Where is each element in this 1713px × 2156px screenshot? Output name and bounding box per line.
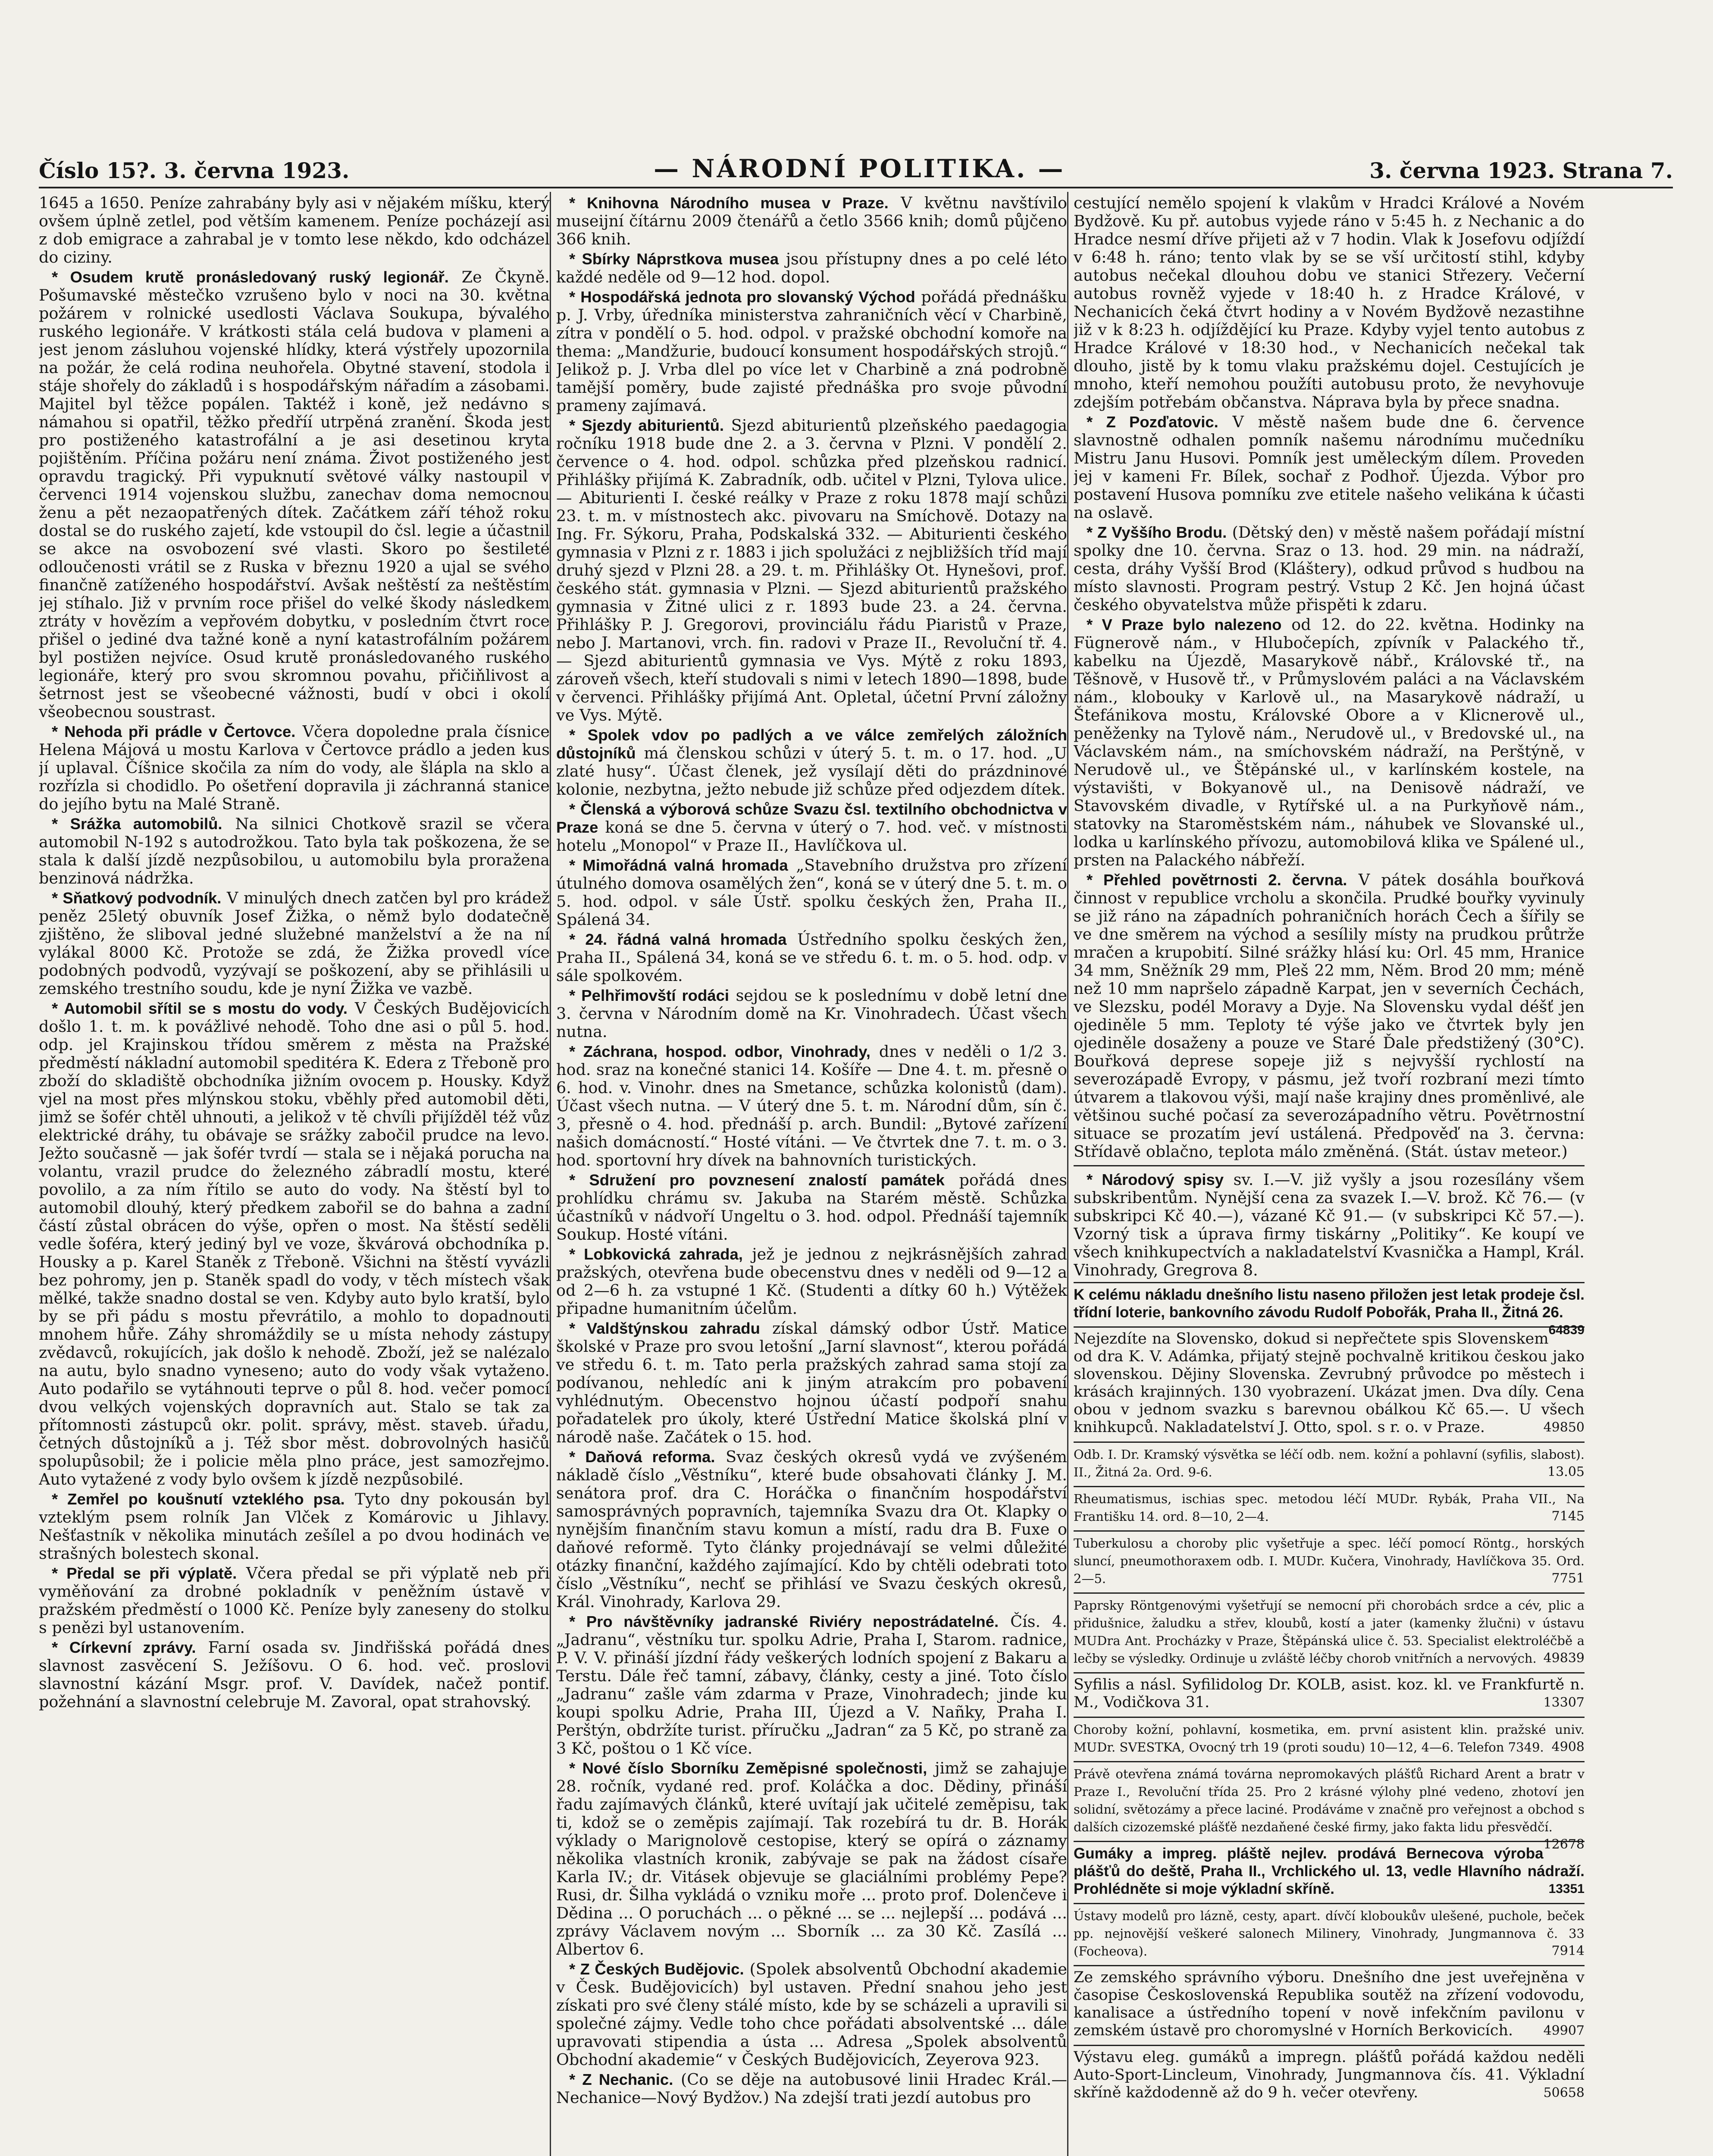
article-text: koná se dne 5. června v úterý o 7. hod. več. v místnosti hotelu „Monopol“ v Praze II., Havlíčkova ul. — [556, 818, 1067, 855]
article-paragraph — [556, 1759, 1067, 1959]
article-paragraph — [556, 288, 1067, 415]
article-heading: * Mimořádná valná hromada — [569, 856, 788, 874]
article-paragraph — [556, 1960, 1067, 2069]
article-heading: * Knihovna Národního musea v Praze. — [569, 194, 889, 212]
article-text: „Stavebního družstva pro zřízení útulného domova osamělých žen“, koná se v úterý dne 5. t. m. o 5. hod. odpol. v sále Ústř. spolku českých žen, Praha II., Spálená 34. — [556, 856, 1067, 929]
article-heading: * Srážka automobilů. — [52, 815, 222, 833]
header-right: 3. června 1923. Strana 7. — [1369, 158, 1673, 183]
ad-text: Nejezdíte na Slovensko, dokud si nepřečtete spis Slovenskem od dra K. V. Adámka, přijatý stejně pochvalně kritikou českou jako slovenskou. Dějiny Slovenska. Zevrubný průvodce po městech i krásách krajinných. 130 vyobrazení. Ukázat jmen. Dva díly. Cena obou v jednom svazku s barevnou obálkou Kč 65.—. U všech knihkupců. Nakladatelství J. Otto, spol. s r. o. v Praze. — [1074, 1330, 1585, 1436]
article-text: od 12. do 22. května. Hodinky na Fügnerově nám., v Hlubočepích, zpívník v Palackého tř., kabelku na Újezdě, Masarykově nábř., Královské tř., na Těšnově, v Husově tř., v Průmyslovém paláci a na Václavském nám., klobouky v Karlově ul., na Masarykově nádraží, u Štefánikova mostu, Královské Obore a v Klicnerově ul., peněženky na Tylově nám., Nerudově ul., v Bredovské ul., na Václavském nám., na smíchovském nádraží, na Perštýně, v Nerudově ul., ve Štěpánské ul., v karlínském kostele, na výstavišti, v Bokyanově ul., na Denisově nádraží, ve Stavovském divadle, v Rytířské ul. a na Purkyňově nám., statovky na Staroměstském nám., náhubek ve Slovanské ul., lodka u karlínského přívozu, automobilová klika ve Spálené ul., prsten na Palackého nábřeží. — [1074, 615, 1585, 869]
ad-number: 7145 — [1551, 1509, 1585, 1524]
ad-text: Odb. I. Dr. Kramský výsvětka se léčí odb. nem. kožní a pohlavní (syfilis, slabost). II., Žitná 2a. Ord. 9-6. — [1074, 1447, 1585, 1479]
ad-number: 49850 — [1543, 1420, 1585, 1435]
article-paragraph — [39, 815, 550, 887]
article-paragraph — [556, 1319, 1067, 1446]
article-heading: * Národový spisy — [1087, 1171, 1224, 1188]
article-paragraph — [556, 250, 1067, 286]
article-heading: * Z Pozďatovic. — [1087, 413, 1218, 431]
advertisement — [1074, 1442, 1585, 1483]
ad-number: 49839 — [1543, 1651, 1585, 1666]
advertisement — [1074, 1903, 1585, 1962]
article-heading: * Automobil sřítil se s mostu do vody. — [52, 1000, 348, 1017]
article-text: jež je jednou z nejkrásnějších zahrad pražských, otevřena bude obecenstvu dnes v neděli od 9—12 a od 2—6 h. za vstupné 1 Kč. (Studenti a dítky 60 h.) Výtěžek připadne humanitním účelům. — [556, 1245, 1067, 1318]
advertisement — [1074, 1486, 1585, 1528]
column-divider — [1067, 192, 1068, 2156]
ad-text: Gumáky a impreg. pláště nejlev. prodává Bernecova výroba plášťů do deště, Praha II., Vrchlického ul. 13, vedle Hlavního nádraží. Prohlédněte si moje výkladní skříně. — [1074, 1845, 1585, 1897]
article-paragraph — [39, 889, 550, 998]
article-paragraph — [556, 417, 1067, 724]
article-heading: * Zemřel po koušnutí vzteklého psa. — [52, 1490, 345, 1508]
article-heading: * Sdružení pro povznesení znalostí památek — [569, 1171, 945, 1189]
article-text: V minulých dnech zatčen byl pro krádež peněz 25letý obuvník Josef Žižka, o němž bylo dodatečně zjištěno, že sliboval jedné služebné manželství a že na ní vylákal 8000 Kč. Protože se zdá, že Žižka provedl více podobných podvodů, vyzývají se poškození, aby se přihlásili u zemského trestního soudu, kde je nyní Žižka ve vazbě. — [39, 889, 550, 998]
ad-text: Syfilis a násl. Syfilidolog Dr. KOLB, asist. koz. kl. ve Frankfurtě n. M., Vodičkova 31. — [1074, 1676, 1585, 1711]
article-paragraph — [556, 800, 1067, 855]
article-heading: * Církevní zprávy. — [52, 1639, 196, 1656]
article-paragraph — [1074, 194, 1585, 411]
ad-number: 4908 — [1551, 1739, 1585, 1755]
page-header — [39, 153, 1673, 188]
article-text: sejdou se k poslednímu v době letní dne 3. června v Národním domě na Kr. Vinohradech. Účast všech nutna. — [556, 986, 1067, 1041]
article-heading: * 24. řádná valná hromada — [569, 931, 787, 948]
ad-number: 49907 — [1543, 2023, 1585, 2038]
article-paragraph — [1074, 871, 1585, 1161]
article-heading: * Sjezdy abiturientů. — [569, 417, 724, 434]
ad-number: 13351 — [1548, 1882, 1585, 1896]
article-paragraph — [1074, 413, 1585, 522]
article-heading: * V Praze bylo nalezeno — [1087, 616, 1282, 633]
article-text: Farní osada sv. Jindřišská pořádá dnes slavnost zasvěcení S. Ježíšovu. O 6. hod. več. proslovi slavnostní kázání Msgr. prof. V. Davídek, načež pontif. požehnání a slavnostní celebruje M. Zavoral, opat strahovský. — [39, 1638, 550, 1711]
article-paragraph — [39, 268, 550, 721]
advertisement — [1074, 1672, 1585, 1714]
ad-number: 7914 — [1551, 1943, 1585, 1959]
article-text: Sjezd abiturientů plzeňského paedagogia ročníku 1918 bude dne 2. a 3. června v Plzni. V pondělí 2. července o 4. hod. odpol. schůzka před plzeňskou radnicí. Přihlášky přijímá K. Zabradník, odb. učitel v Plzni, Tylova ulice. — Abiturienti I. české reálky v Praze z roku 1878 mají schůzi 23. t. m. v místnostech akc. pivovaru na Smíchově. Dotazy na Ing. Fr. Sýkoru, Praha, Podskalská 332. — Abiturienti českého gymnasia v Plzni z r. 1883 i jich spolužáci z nejbližších tříd mají druhý sjezd v Plzni 28. a 29. t. m. Přihlášky Ot. Hynešovi, prof. českého stát. gymnasia v Plzni. — Sjezd abiturientů pražského gymnasia v Žitné ulici z r. 1893 bude 23. a 24. června. Přihlášky P. J. Gregorovi, provinciálu řádu Piaristů v Praze, nebo J. Martanovi, vrch. fin. radovi v Praze II., Revoluční tř. 4. — Sjezd abiturientů gymnasia ve Vys. Mýtě z roku 1893, zároveň všech, kteří studovali s nimi v letech 1890—1898, bude v červenci. Přihlášky přijímá Ant. Opletal, účetní První záložny ve Vys. Mýtě. — [556, 416, 1067, 724]
article-heading: * Hospodářská jednota pro slovanský Východ — [569, 288, 915, 306]
ad-text: Rheumatismus, ischias spec. metodou léčí MUDr. Rybák, Praha VII., Na Františku 14. ord. 8—10, 2—4. — [1074, 1492, 1585, 1524]
masthead-title: — NÁRODNÍ POLITIKA. — — [654, 154, 1065, 183]
advertisement — [1074, 1841, 1585, 1900]
article-text: dnes v neděli o 1/2 3. hod. sraz na konečné stanici 14. Košíře — Dne 4. t. m. přesně o 6. hod. v. Vinohr. dnes na Smetance, schůzka kolonistů (dam). Účast všech nutna. — V úterý dne 5. t. m. Národní dům, sín č. 3, přesně o 4. hod. přednáší p. arch. Bundil: „Bytové zařízení našich domácností.“ Hosté vítáni. — Ve čtvrtek dne 7. t. m. o 3. hod. sportovní hry dívek na bahnovních turistických. — [556, 1042, 1067, 1169]
advertisement — [1074, 1326, 1585, 1439]
article-heading: * Předal se při výplatě. — [52, 1564, 237, 1582]
article-heading: * Z Nechanic. — [569, 2071, 673, 2088]
article-heading: * Daňová reforma. — [569, 1448, 715, 1466]
article-text: V městě našem bude dne 6. července slavnostně odhalen pomník našemu národnímu mučedníku Mistru Janu Husovi. Pomník jest uměleckým dílem. Proveden jej v kameni Fr. Bílek, sochař z Podhoř. Újezda. Výbor pro postavení Husova pomníku zve etitele našeho velikána k účasti na oslavě. — [1074, 413, 1585, 522]
article-heading: * Sbírky Náprstkova musea — [569, 250, 779, 268]
ad-text: Výstavu eleg. gumáků a impregn. plášťů pořádá každou neděli Auto-Sport-Lincleum, Vinohrady, Jungmannova čís. 41. Výkladní skříně každodenně až do 9 h. večer otevřeny. — [1074, 2049, 1585, 2101]
article-text: Včera dopoledne prala čísnice Helena Májová u mostu Karlova v Čertovce prádlo a jeden kus jí uplaval. Číšnice skočila za ním do vody, ale šlápla na sklo a rozřízla si chodidlo. Po ošetření dopravila ji záchranná stanice do jejího bytu na Malé Straně. — [39, 722, 550, 813]
article-paragraph — [556, 856, 1067, 929]
article-heading: * Nové číslo Sborníku Zeměpisné společnosti, — [569, 1759, 927, 1777]
article-heading: * Pro návštěvníky jadranské Riviéry nepostrádatelné. — [569, 1613, 999, 1630]
ad-number: 12678 — [1543, 1837, 1585, 1852]
ad-text: Choroby kožní, pohlavní, kosmetika, em. první asistent klin. pražské univ. MUDr. SVESTKA, Ovocný trh 19 (proti soudu) 10—12, 4—6. Telefon 7349. — [1074, 1722, 1585, 1755]
advertisement — [1074, 1717, 1585, 1758]
article-paragraph — [556, 1245, 1067, 1318]
advertisement — [1074, 1761, 1585, 1852]
ad-number: 13307 — [1543, 1695, 1585, 1710]
article-heading: * Sňatkový podvodník. — [52, 889, 222, 907]
ad-number: 50658 — [1543, 2085, 1585, 2100]
article-heading: * Valdštýnskou zahradu — [569, 1319, 760, 1337]
article-paragraph — [39, 1490, 550, 1563]
article-text: (Dětský den) v městě našem pořádají místní spolky dne 10. června. Sraz o 13. hod. 29 min. na nádraží, cesta, dráhy Vyšší Brod (Kláštery), odkud průvod s hudbou na místo slavnosti. Program pestrý. Vstup 2 Kč. Jen hojná účast českého obyvatelstva může přispěti k zdaru. — [1074, 523, 1585, 614]
article-text: má členskou schůzi v úterý 5. t. m. o 17. hod. „U zlaté husy“. Účast členek, jež vysílají děti do prázdninové kolonie, nezbytna, ježto nebude již schůze před odjezdem dítek. — [556, 744, 1067, 799]
article-heading: * Osudem krutě pronásledovaný ruský legionář. — [52, 268, 449, 286]
article-text: Ústředního spolku českých žen, Praha II., Spálená 34, koná se ve středu 6. t. m. o 5. hod. odp. v sále spolkovém. — [556, 930, 1067, 985]
article-paragraph — [556, 1613, 1067, 1758]
column-2 — [556, 194, 1067, 2156]
article-text: (Spolek absolventů Obchodní akademie v Česk. Budějovicích) byl ustaven. Přední snahou jeho jest získati pro své členy stálé místo, kde by se scházeli a upravili si společné zájmy. Vedle toho chce pořádati absolventské ... dále upravovati stipendia a ústa ... Adresa „Spolek absolventů Obchodní akademie“ v Českých Budějovicích, Zeyerova 923. — [556, 1960, 1067, 2069]
article-paragraph — [39, 194, 550, 266]
article-paragraph — [1074, 616, 1585, 869]
column-divider — [550, 192, 551, 2156]
article-paragraph — [556, 1171, 1067, 1244]
ad-text: Tuberkulosu a choroby plic vyšetřuje a spec. léčí pomocí Röntg., horských sluncí, pneumothoraxem odb. I. MUDr. Kučera, Vinohrady, Havlíčkova 35. Ord. 2—5. — [1074, 1536, 1585, 1586]
header-left: Číslo 15?. 3. června 1923. — [39, 158, 350, 183]
article-text: sv. I.—V. již vyšly a jsou rozesílány všem subskribentům. Nynější cena za svazek I.—V. brož. Kč 76.— (v subskripci Kč 40.—), vázané Kč 91.— (v subskripci Kč 57.—). Vzorný tisk a úprava firmy tiskárny „Politiky“. Ke koupí ve všech knihkupectvích a nakladatelství Kvasnička a Hampl, Král. Vinohrady, Gregrova 8. — [1074, 1170, 1585, 1279]
article-paragraph — [556, 931, 1067, 985]
article-heading: * Spolek vdov po padlých a ve válce zemřelých záložních důstojníků — [556, 726, 1067, 762]
ad-text: Paprsky Röntgenovými vyšetřují se nemocní při chorobách srdce a cév, plic a přidušnice, žaludku a střev, kloubů, kostí a jater (kamenky žlučni) v ústavu MUDra Ant. Procházky v Praze, Štěpánská ulice č. 53. Specialist elektroléčbě a lečby se výsledky. Ordinuje u zvláště léčby chorob vnitřních a nervových. — [1074, 1598, 1585, 1666]
article-text: Tyto dny pokousán byl vzteklým psem rolník Jan Vlček z Komárovic u Jihlavy. Nešťastník v několika minutách zešílel a po dvou hodinách ve strašných bolestech skonal. — [39, 1490, 550, 1563]
ad-text: Ze zemského správního výboru. Dnešního dne jest uveřejněna v časopise Československá Republika soutěž na zřízení vodovodu, kanalisace a ústředního topení v nově infekčním pavilonu v zemském ústavě pro choromyslné v Horních Berkovicích. — [1074, 1969, 1585, 2039]
column-3 — [1074, 194, 1585, 2156]
article-paragraph — [556, 987, 1067, 1041]
article-paragraph — [1074, 523, 1585, 614]
article-paragraph — [556, 1448, 1067, 1611]
article-heading: * Členská a výborová schůze Svazu čsl. textilního obchodnictva v Praze — [556, 800, 1067, 836]
section-rule — [1074, 1165, 1585, 1166]
article-heading: * Záchrana, hospod. odbor, Vinohrady, — [569, 1043, 871, 1060]
article-paragraph — [556, 194, 1067, 248]
ad-text: Ústavy modelů pro lázně, cesty, apart. dívčí kloboukův ulešené, puchole, beček pp. nejnovější veškeré salonech Milinery, Vinohrady, Jungmannova č. 33 (Focheova). — [1074, 1908, 1585, 1959]
article-text: Na silnici Chotkově srazil se včera automobil N-192 s autodrožkou. Tato byla tak poškozena, že se stala k další jízdě nezpůsobilou, u automobilu byla proražena benzinová nádržka. — [39, 815, 550, 887]
article-text: (Co se děje na autobusové linii Hradec Král.—Nechanice—Nový Bydžov.) Na zdejší trati jezdí autobus pro — [556, 2070, 1067, 2107]
column-1 — [39, 194, 550, 2156]
ad-number: 64839 — [1548, 1323, 1585, 1337]
advertisement — [1074, 1592, 1585, 1670]
article-text: pořádá dnes prohlídku chrámu sv. Jakuba na Starém městě. Schůzka účastníků v nádvoří Ungeltu o 3. hod. odpol. Přednáší tajemník Soukup. Hosté vítáni. — [556, 1171, 1067, 1244]
article-heading: * Lobkovická zahrada, — [569, 1245, 743, 1263]
article-text: Ze Čkyně. Pošumavské městečko vzrušeno bylo v noci na 30. května požárem v rolnické usedlosti Václava Soukupa, bývalého ruského legionáře. V krátkosti stála celá budova v plameni a jest jenom zásluhou vojenské hlídky, která výstřely upozornila na požár, že celá rodina neuhořela. Obytné stavení, stodola i stáje shořely do základů i s hospodářským nářadím a zásobami. Majitel byl těžce popálen. Taktéž i koně, jež nedávno s námahou si opatřil, těžko předříí utrpěná zranění. Škoda jest pro postiženého katastrofální a je asi desetinou kryta pojištěním. Příčina požáru není známa. Život postiženého jest opravdu tragický. Při vypuknutí světové války nastoupil v červenci 1914 vojenskou službu, zanechav doma nemocnou ženu a pět nezaopatřených dítek. Začátkem září téhož roku dostal se do ruského zajetí, kde vstoupil do čsl. legie a účastnil se akce na osvobození své vlasti. Skoro po šestileté odloučenosti vrátil se z Ruska v březnu 1920 a ujal se svého finančně zatíženého hospodářství. Avšak neštěstí za neštěstím jej stíhalo. Již v prvním roce přišel do velké škody následkem ztráty v hovězím a vepřovém dobytku, v posledním čtvrt roce přišel o jediné dva tažné koně a nyní katastrofálním požárem byl postižen nejvíce. Osud krutě pronásledovaného ruského legionáře, který pro svou skromnou povahu, přičiňlivost a šetrnost jest se všeobecné vážnosti, budí v obci i okolí všeobecnou soustrast. — [39, 268, 550, 721]
article-heading: * Přehled povětrnosti 2. června. — [1087, 871, 1347, 889]
article-text: jsou přístupny dnes a po celé léto každé neděle od 9—12 hod. dopol. — [556, 250, 1067, 286]
article-text: V Českých Budějovicích došlo 1. t. m. k povážlivé nehodě. Toho dne asi o půl 5. hod. odp. jel Krajinskou třídou směrem z města na Pražské předměstí nákladní automobil speditéra K. Edera z Třeboně pro zboží do skladiště obchodníka jižním ovocem p. Housky. Když vjel na most přes mlýnskou stoku, vběhly před automobil děti, jimž se šofér chtěl uhnouti, a jelikož v tě chvíli přijížděl též vůz elektrické dráhy, tu obávaje se srážky zabočil prudce na levo. Ježto současně — jak šofér tvrdí — stala se i nějaká porucha na volantu, vrazil prudce do železného zábradlí mostu, které povolilo, a za ním řítilo se auto do vody. Na štěstí byl to automobil dlouhý, který předkem zabořil se do bahna a zadní částí zůstal obrácen do výše, opřen o most. Na štěstí seděli vedle šoféra, který jediný byl ve voze, škvárová obchodníka p. Housky a p. Karel Staněk z Třeboně. Všichni na štěstí vyvázli bez pohromy, jen p. Staněk spadl do vody, v těch místech však mělké, takže snadno dostal se ven. Kdyby auto bylo kratší, bylo by se při pádu s mostu převrátilo, a mohlo to dopadnouti mnohem hůře. Záhy shromáždily se u místa nehody zástupy zvědavců, rokujících, jak došlo k nehodě. Zboží, jež se nalézalo na autu, bylo snadno vyneseno; auto do vody však vytaženo. Auto podařilo se vytáhnouti teprve o půl 8. hod. večer pomocí dvou velkých vojenských dopravních aut. Stalo se tak za přítomnosti zástupců okr. polit. správy, měst. staveb. úřadu, četných důstojníků a j. Též sbor měst. dobrovolných hasičů spolupůsobil; že i policie měla plno práce, jest samozřejmo. Auto vytažené z vody bylo ovšem k jízdě nezpůsobilé. — [39, 999, 550, 1489]
article-heading: * Z Vyššího Brodu. — [1087, 523, 1227, 541]
article-paragraph — [39, 1639, 550, 1711]
article-paragraph — [39, 1564, 550, 1637]
article-text: jimž se zahajuje 28. ročník, vydané red. prof. Koláčka a doc. Dědiny, přináší řadu zajímavých článků, které uvítají jak učitelé zeměpisu, tak ti, kdož se o zeměpis zajímají. Tak rozebírá tu dr. B. Horák výklady o Marignolově cestopise, který se opírá o záznamy několika vlastních kronik, zabývaje se pak na žádost císaře Karla IV.; dr. Vitásek objevuje se glaciálními problémy Pepe? Rusi, dr. Šilha vykládá o vzniku moře ... proto prof. Dolenčeve i Dědina ... O poruchách ... o pěkné ... se ... nejlepší ... podává ... zprávy Václavem novým ... Sborník ... za 30 Kč. Zasílá ... Albertov 6. — [556, 1759, 1067, 1959]
article-text: V pátek dosáhla bouřková činnost v republice vrcholu a skončila. Prudké bouřky vyvinuly se již ráno na západních pohraničních horách Čech a šířily se ve dne směrem na východ a sesílily místy na prudkou průtrže mračen a krupobití. Silné srážky hlásí ku: Orl. 45 mm, Hranice 34 mm, Sněžník 29 mm, Pleš 22 mm, Něm. Brod 20 mm; méně než 10 mm napršelo západně Karpat, jen v severních Čechách, ve Slezsku, podél Moravy a Dyje. Na Slovensku vydal déšť jen ojediněle 5 mm. Teploty té výše jako ve čtvrtek byly jen ojediněle dosaženy a pouze ve Staré Ďale předstižený (30°C). Bouřková deprese sopeje již s nejvyšší rychlostí na severozápadě Evropy, v pásmu, jež tvoří rozbraní mezi tímto útvarem a tlakovou výši, mají naše krajiny dnes proměnlivé, ale většinou suché počasí za severozápadního větru. Povětrnostní situace se prozatím jeví ustálená. Předpověď na 3. června: Střídavě oblačno, teplota málo změněná. (Stát. ústav meteor.) — [1074, 871, 1585, 1161]
article-text: získal dámský odbor Ústř. Matice školské v Praze pro svou letošní „Jarní slavnost“, kterou pořádá ve středu 6. t. m. Tato perla pražských zahrad sama stojí za podívanou, nehledíc ani k jiným atrakcím pro pobavení vyhlédnutým. Obecenstvo hojnou účastí podpoří snahu pořadatelek pro úkoly, které Ústřední Matice školská plní v národě naše. Začátek o 15. hod. — [556, 1319, 1067, 1446]
ad-number: 7751 — [1551, 1571, 1585, 1586]
article-text: pořádá přednášku p. J. Vrby, úředníka ministerstva zahraničních věcí v Charbině, zítra v pondělí o 5. hod. odpol. v pražské obchodní komoře na thema: „Mandžurie, budoucí konsument hospodářských strojů.“ Jelikož p. J. Vrba dlel po více let v Charbině a zná podrobně tamější poměry, bude zajisté přednáška pro svoje původní prameny zajímavá. — [556, 288, 1067, 415]
advertisement — [1074, 1282, 1585, 1337]
ad-text: K celému nákladu dnešního listu naseno přiložen jest letak prodeje čsl. třídní loterie, bankovního závodu Rudolf Pobořák, Praha II., Žitná 26. — [1074, 1286, 1585, 1321]
article-heading: * Nehoda při prádle v Čertovce. — [52, 723, 296, 740]
article-heading: * Z Českých Budějovic. — [569, 1960, 744, 1978]
article-text: Čís. 4. „Jadranu“, věstníku tur. spolku Adrie, Praha I, Starom. radnice, P. V. V. přináší jízdní řády veškerých lodních spojení z Bakaru a Terstu. Dále řeč tamní, zábavy, články, cesty a jiné. Toto číslo „Jadranu“ zašle vám zdarma v Praze, Vinohradech; jinde ku koupi spolku Adrie, Praha III, Újezd a V. Nañky, Praha I. Perštýn, obdržíte turist. příručku „Jadran“ za 5 Kč, po straně za 3 Kč, poštou o 1 Kč více. — [556, 1612, 1067, 1758]
article-paragraph — [39, 723, 550, 813]
article-paragraph — [556, 2071, 1067, 2107]
article-paragraph — [1074, 1171, 1585, 1279]
article-heading: * Pelhřimovští rodáci — [569, 987, 730, 1004]
article-paragraph — [556, 726, 1067, 799]
article-text: cestující nemělo spojení k vlakům v Hradci Králové a Novém Bydžově. Ku př. autobus vyjede ráno v 5:45 h. z Nechanic a do Hradce nesmí dříve přijeti až v 7 hodin. Vlak k Josefovu odjíždí v 6:48 h. ráno; tento vlak by se se vší určitostí stihl, kdyby autobus nečekal dlouhou dobu ve stanici Střezery. Večerní autobus rovněž vyjede v 18:40 h. z Hradce Králové, v Nechanicích čeká čtvrt hodiny a v Novém Bydžově nezastihne již v k 8:23 h. odjíždějící ku Praze. Kdyby vyjel tento autobus z Hradce Králové v 18:30 hod., v Nechanicích nečekal tak dlouho, jistě by k tomu vlaku pražskému dojel. Cestujících je mnoho, kteří nemohou použíti autobusu proto, že nevyhovuje zdejším potřebám občanstva. Náprava byla by přece snadna. — [1074, 194, 1585, 411]
ad-text: Právě otevřena známá továrna nepromokavých plášťů Richard Arent a bratr v Praze I., Revoluční třída 25. Pro 2 krásné výlohy plné vedeno, zhotoví jen solidní, světozámy a přece laciné. Prodáváme v značně pro veřejnost a obchod s dalších cizozemské plášťě nezdaňené české firmy, jako fakta lidu přesvědčí. — [1074, 1767, 1585, 1834]
article-paragraph — [556, 1043, 1067, 1169]
advertisement — [1074, 2045, 1585, 2104]
article-paragraph — [39, 1000, 550, 1489]
article-text: Včera předal se při výplatě neb při vyměňování za drobné pokladník v peněžním ústavě v pražském předměstí o 1000 Kč. Peníze byly zaneseny do stolku s penězi byl ustanovením. — [39, 1564, 550, 1637]
advertisement — [1074, 1530, 1585, 1590]
ad-number: 13.05 — [1547, 1464, 1585, 1479]
article-text: Svaz českých okresů vydá ve zvýšeném nákladě číslo „Věstníku“, které bude obsahovati články J. M. senátora prof. dra C. Horáčka o finančním hospodářství samosprávných popravních, tajemníka Svazu dra Ot. Klapky o nynějším finančním stavu komun a místí, radu dra B. Fuxe o daňové reformě. Tyto články projednávají se velmi důležité otázky finanční, každého zajímající. Kdo by chtěli odebrati toto číslo „Věstníku“, nechť se přihlásí ve Svazu českých okresů, Král. Vinohrady, Karlova 29. — [556, 1448, 1067, 1611]
article-text: V květnu navštívilo museijní čítárnu 2009 čtenářů a četlo 3566 knih; domů půjčeno 366 knih. — [556, 194, 1067, 248]
advertisement — [1074, 1965, 1585, 2042]
article-text: 1645 a 1650. Peníze zahrabány byly asi v nějakém míšku, který ovšem úplně zetlel, pod větším kamenem. Peníze pocházejí asi z dob emigrace a zahrabal je v tomto lese někdo, kdo odcházel do ciziny. — [39, 194, 550, 266]
